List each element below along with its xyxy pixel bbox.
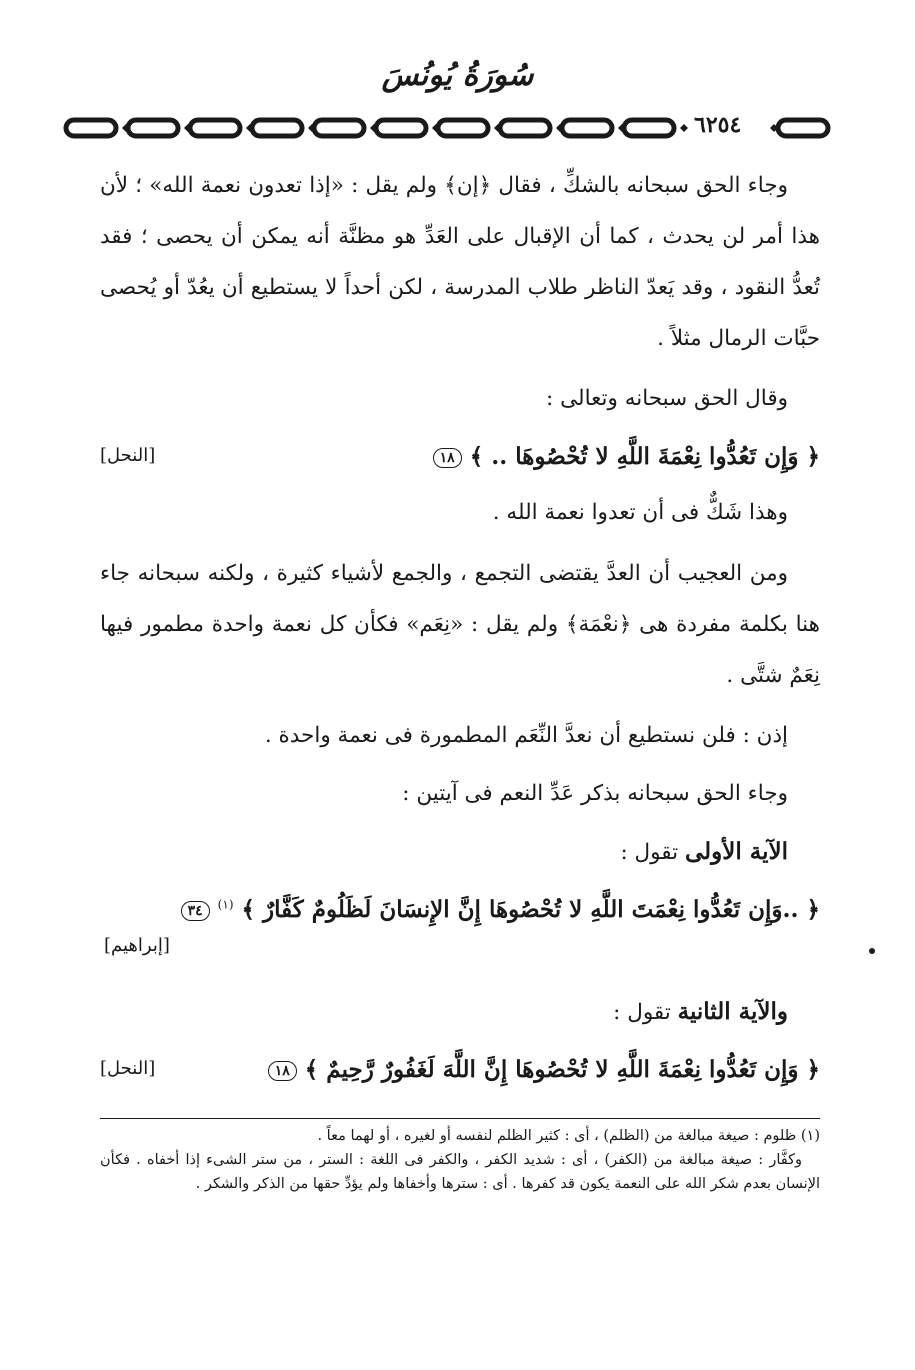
surah-title: سُورَةُ يُونُسَ	[381, 58, 534, 93]
paragraph-1: وجاء الحق سبحانه بالشكِّ ، فقال ﴿إن﴾ ولم يقل : «إذا تعدون نعمة الله» ؛ لأن هذا أمر لن يحدث ، كما أن الإقبال على العَدِّ هو مظنَّة أنه يمكن أن يحصى ؛ فقد تُعدُّ النقود ، وقد يَعدّ الناظر طلاب المدرسة ، لكن أحداً لا يستطيع أن يعُدّ أو يُحصى حبَّات الرمال مثلاً .	[100, 173, 820, 351]
quran-verse-3	[268, 1055, 820, 1083]
quran-verse-1	[433, 442, 820, 470]
paragraph-2: وقال الحق سبحانه وتعالى :	[546, 386, 788, 411]
verse-3-reference: [النحل]	[100, 1058, 156, 1079]
quran-verse-2	[181, 895, 820, 923]
verse-2-number: ٣٤	[181, 901, 210, 921]
second-verse-label: والآية الثانية	[677, 998, 788, 1025]
footnote-divider	[100, 1118, 820, 1119]
paragraph-6: وجاء الحق سبحانه بذكر عَدِّ النعم فى آيتين :	[402, 781, 788, 806]
verse-2-text: ﴿ ..وَإِن تَعُدُّوا نِعْمَتَ اللَّهِ لا تُحْصُوهَا إِنَّ الإِنسَانَ لَظَلُومٌ كَفَّارٌ ﴾	[241, 895, 820, 923]
verse-2-reference: [إبراهيم]	[104, 935, 170, 956]
verse-3-text: ﴿ وَإِن تَعُدُّوا نِعْمَةَ اللَّهِ لا تُحْصُوهَا إِنَّ اللَّهَ لَغَفُورٌ رَّحِيمٌ ﴾	[304, 1055, 820, 1083]
paragraph-4: ومن العجيب أن العدَّ يقتضى التجمع ، والجمع لأشياء كثيرة ، ولكنه سبحانه جاء هنا بكلمة مفردة هى ﴿نعْمَة﴾ ولم يقل : «نِعَم» فكأن كل نعمة واحدة مطمور فيها نِعَمٌ شتَّى .	[100, 561, 820, 688]
verse-row-2	[100, 881, 820, 937]
verse-row-1	[100, 428, 820, 484]
verse-row-3	[100, 1041, 820, 1097]
footnote-1-continued: وكفَّار : صيغة مبالغة من (الكفر) ، أى : شديد الكفر ، والكفر فى اللغة : الستر ، من ستر الشىء إذا أخفاه . فكأن الإنسان بعدم شكر الله على النعمة يكون قد كفرها . أى : سترها وأخفاها ولم يؤدِّ حقها من الذكر والشكر .	[100, 1152, 820, 1192]
footnote-1: (١) ظلوم : صيغة مبالغة من (الظلم) ، أى : كثير الظلم لنفسه أو لغيره ، أو لهما معاً .	[317, 1128, 820, 1144]
second-verse-heading	[100, 983, 820, 1041]
verse-2-footnote-marker: (١)	[217, 896, 234, 911]
main-text	[100, 160, 820, 1097]
first-verse-label: الآية الأولى	[684, 838, 788, 865]
paragraph-3: وهذا شَكٌّ فى أن تعدوا نعمة الله .	[492, 500, 788, 525]
verse-1-text: ﴿ وَإِن تَعُدُّوا نِعْمَةَ اللَّهِ لا تُحْصُوهَا .. ﴾	[469, 442, 820, 470]
verse-1-number: ١٨	[433, 448, 462, 468]
first-verse-says: تقول :	[620, 840, 685, 865]
scan-dot	[869, 948, 875, 954]
second-verse-says: تقول :	[613, 1000, 678, 1025]
first-verse-heading	[100, 823, 820, 881]
verse-1-reference: [النحل]	[100, 445, 156, 466]
page-number: ٦٢٥٤	[690, 112, 745, 138]
verse-3-number: ١٨	[268, 1061, 297, 1081]
footnotes	[100, 1124, 820, 1196]
paragraph-5: إذن : فلن نستطيع أن نعدَّ النِّعَم المطمورة فى نعمة واحدة .	[264, 723, 788, 748]
